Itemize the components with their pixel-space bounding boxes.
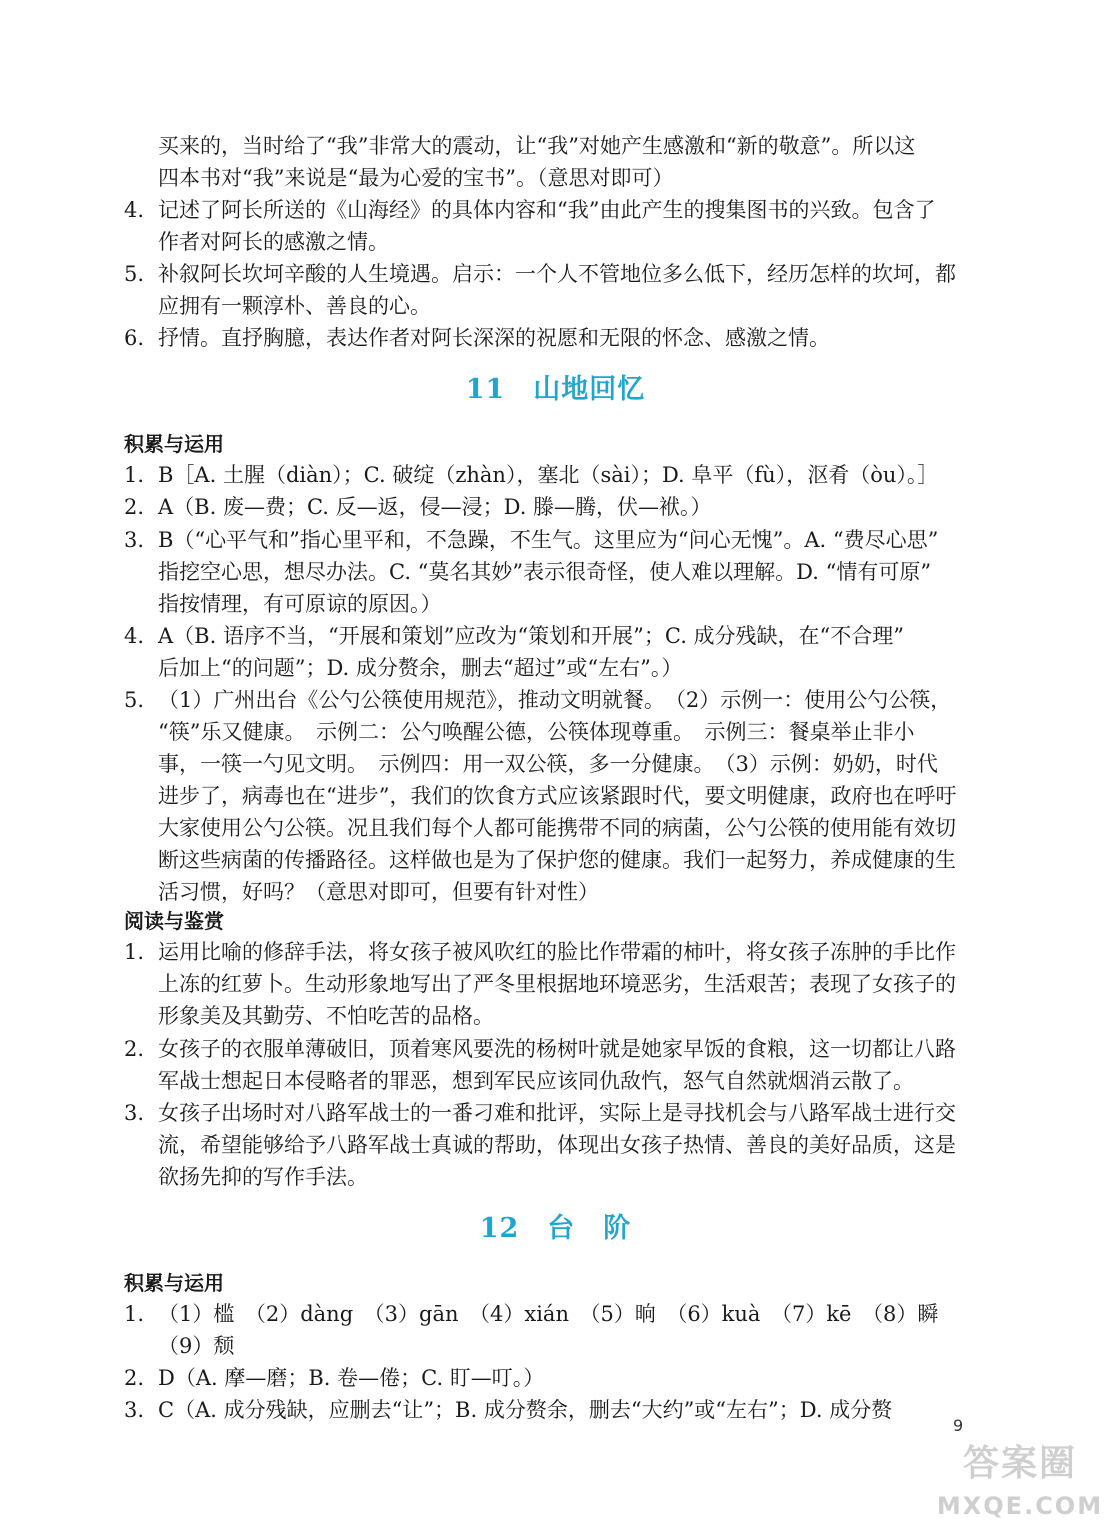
- item-number: 5.: [124, 262, 145, 286]
- text-line: 形象美及其勤劳、不怕吃苦的品格。: [158, 1004, 494, 1028]
- text-line: 女孩子出场时对八路军战士的一番刁难和批评，实际上是寻找机会与八路军战士进行交: [158, 1101, 956, 1125]
- section-heading-11: 11 山地回忆: [465, 374, 646, 405]
- text-line: （1）广州出台《公勺公筷使用规范》，推动文明就餐。 （2）示例一：使用公勺公筷，: [158, 688, 952, 712]
- item-number: 2.: [124, 1037, 145, 1061]
- subsection-title: 阅读与鉴赏: [124, 909, 224, 933]
- item-number: 4.: [124, 624, 145, 648]
- text-line: 进步了，病毒也在“进步”，我们的饮食方式应该紧跟时代，要文明健康，政府也在呼吁: [158, 784, 957, 808]
- text-line: A（B. 废—费；C. 反—返，侵—浸；D. 滕—腾，伏—袱。）: [158, 495, 712, 519]
- text-line: 流，希望能够给予八路军战士真诚的帮助，体现出女孩子热情、善良的美好品质，这是: [158, 1133, 956, 1157]
- item-number: 5.: [124, 688, 145, 712]
- text-line: 作者对阿长的感激之情。: [158, 230, 389, 254]
- item-number: 1.: [124, 940, 145, 964]
- item-number: 4.: [124, 198, 145, 222]
- text-line: “筷”乐又健康。 示例二：公勺唤醒公德，公筷体现尊重。 示例三：餐桌举止非小: [158, 720, 915, 744]
- text-line: 事，一筷一勺见文明。 示例四：用一双公筷，多一分健康。 （3）示例：奶奶，时代: [158, 752, 938, 776]
- text-line: 活习惯，好吗？（意思对即可，但要有针对性）: [158, 880, 599, 904]
- item-number: 3.: [124, 528, 145, 552]
- item-number: 2.: [124, 1366, 145, 1390]
- item-number: 1.: [124, 463, 145, 487]
- subsection-title: 积累与运用: [124, 1271, 224, 1295]
- text-line: B［A. 土腥（diàn）；C. 破绽（zhàn），塞北（sài）；D. 阜平（fù），沤肴（òu）。］: [158, 463, 939, 487]
- page-number: 9: [953, 1416, 964, 1435]
- text-line: 女孩子的衣服单薄破旧，顶着寒风要洗的杨树叶就是她家早饭的食粮，这一切都让八路: [158, 1037, 956, 1061]
- text-line: 抒情。直抒胸臆，表达作者对阿长深深的祝愿和无限的怀念、感激之情。: [158, 326, 830, 350]
- text-line: D（A. 摩—磨；B. 卷—倦；C. 盯—叮。）: [158, 1366, 545, 1390]
- text-line: 买来的，当时给了“我”非常大的震动，让“我”对她产生感激和“新的敬意”。所以这: [158, 134, 916, 158]
- item-number: 6.: [124, 326, 145, 350]
- text-line: 大家使用公勺公筷。况且我们每个人都可能携带不同的病菌，公勺公筷的使用能有效切: [158, 816, 956, 840]
- text-line: 后加上“的问题”；D. 成分赘余，删去“超过”或“左右”。）: [158, 656, 683, 680]
- text-line: 欲扬先抑的写作手法。: [158, 1165, 368, 1189]
- text-line: 四本书对“我”来说是“最为心爱的宝书”。（意思对即可）: [158, 166, 674, 190]
- watermark-logo: [935, 1440, 1105, 1530]
- text-line: 运用比喻的修辞手法，将女孩子被风吹红的脸比作带霜的柿叶，将女孩子冻肿的手比作: [158, 940, 956, 964]
- text-line: B（“心平气和”指心里平和，不急躁，不生气。这里应为“问心无愧”。A. “费尽心思”: [158, 528, 939, 552]
- text-line: 指按情理，有可原谅的原因。）: [158, 592, 442, 616]
- text-line: 记述了阿长所送的《山海经》的具体内容和“我”由此产生的搜集图书的兴致。包含了: [158, 198, 936, 222]
- text-line: 军战士想起日本侵略者的罪恶，想到军民应该同仇敌忾，怒气自然就烟消云散了。: [158, 1069, 914, 1093]
- item-number: 3.: [124, 1398, 145, 1422]
- item-number: 3.: [124, 1101, 145, 1125]
- text-line: 补叙阿长坎坷辛酸的人生境遇。启示：一个人不管地位多么低下，经历怎样的坎坷，都: [158, 262, 956, 286]
- watermark-bottom-text: MXQE.COM: [936, 1492, 1104, 1520]
- text-line: A（B. 语序不当，“开展和策划”应改为“策划和开展”；C. 成分残缺，在“不合理”: [158, 624, 905, 648]
- text-line: 上冻的红萝卜。生动形象地写出了严冬里根据地环境恶劣，生活艰苦；表现了女孩子的: [158, 972, 956, 996]
- item-number: 2.: [124, 495, 145, 519]
- text-line: （9）颓: [158, 1334, 235, 1358]
- section-heading-12: 12 台 阶: [479, 1213, 632, 1244]
- text-line: 应拥有一颗淳朴、善良的心。: [158, 294, 431, 318]
- text-line: （1）槛 （2）dàng （3）gān （4）xián （5）晌 （6）kuà （7）kē （8）瞬: [158, 1302, 939, 1326]
- text-line: 断这些病菌的传播路径。这样做也是为了保护您的健康。我们一起努力，养成健康的生: [158, 848, 956, 872]
- text-line: 指挖空心思，想尽办法。C. “莫名其妙”表示很奇怪，使人难以理解。D. “情有可原”: [158, 560, 932, 584]
- subsection-title: 积累与运用: [124, 432, 224, 456]
- watermark-top-text: 答案圈: [962, 1443, 1077, 1484]
- item-number: 1.: [124, 1302, 145, 1326]
- text-line: C（A. 成分残缺，应删去“让”；B. 成分赘余，删去“大约”或“左右”；D. 成分赘: [158, 1398, 893, 1422]
